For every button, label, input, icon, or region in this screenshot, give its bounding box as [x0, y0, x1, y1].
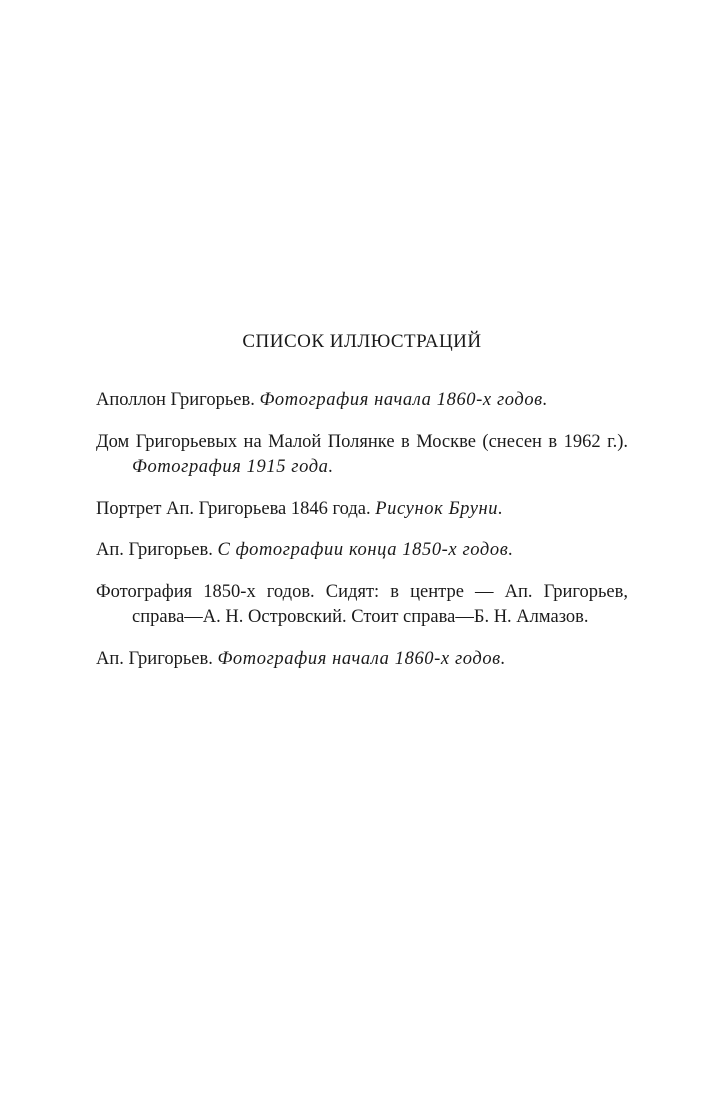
entry-caption: Фотография начала 1860-х годов. — [259, 390, 549, 410]
entry-text: Ап. Григорьев. — [96, 649, 218, 669]
entry-text: Аполлон Григорьев. — [96, 390, 260, 410]
entry-caption: С фотографии конца 1850-х годов. — [217, 540, 514, 560]
entry-caption: Фотография начала 1860-х годов. — [217, 649, 507, 669]
entry-caption: Фотография 1915 года. — [132, 457, 334, 477]
illustration-list — [96, 388, 628, 689]
list-item — [96, 538, 628, 563]
entry-text: Портрет Ап. Григорьева 1846 года. — [96, 499, 376, 519]
entry-caption: Рисунок Бруни. — [375, 499, 504, 519]
list-item — [96, 497, 628, 522]
list-item — [96, 647, 628, 672]
page-title: СПИСОК ИЛЛЮСТРАЦИЙ — [242, 331, 482, 352]
list-item — [96, 580, 628, 630]
entry-text: Ап. Григорьев. — [96, 540, 218, 560]
entry-text: Фотография 1850-х годов. Сидят: в центре — Ап. Григорьев, справа—А. Н. Островский. Стоит справа—Б. Н. Алмазов. — [96, 582, 628, 627]
list-item — [96, 388, 628, 413]
list-item — [96, 430, 628, 480]
entry-text: Дом Григорьевых на Малой Полянке в Москве (снесен в 1962 г.). — [96, 432, 628, 452]
